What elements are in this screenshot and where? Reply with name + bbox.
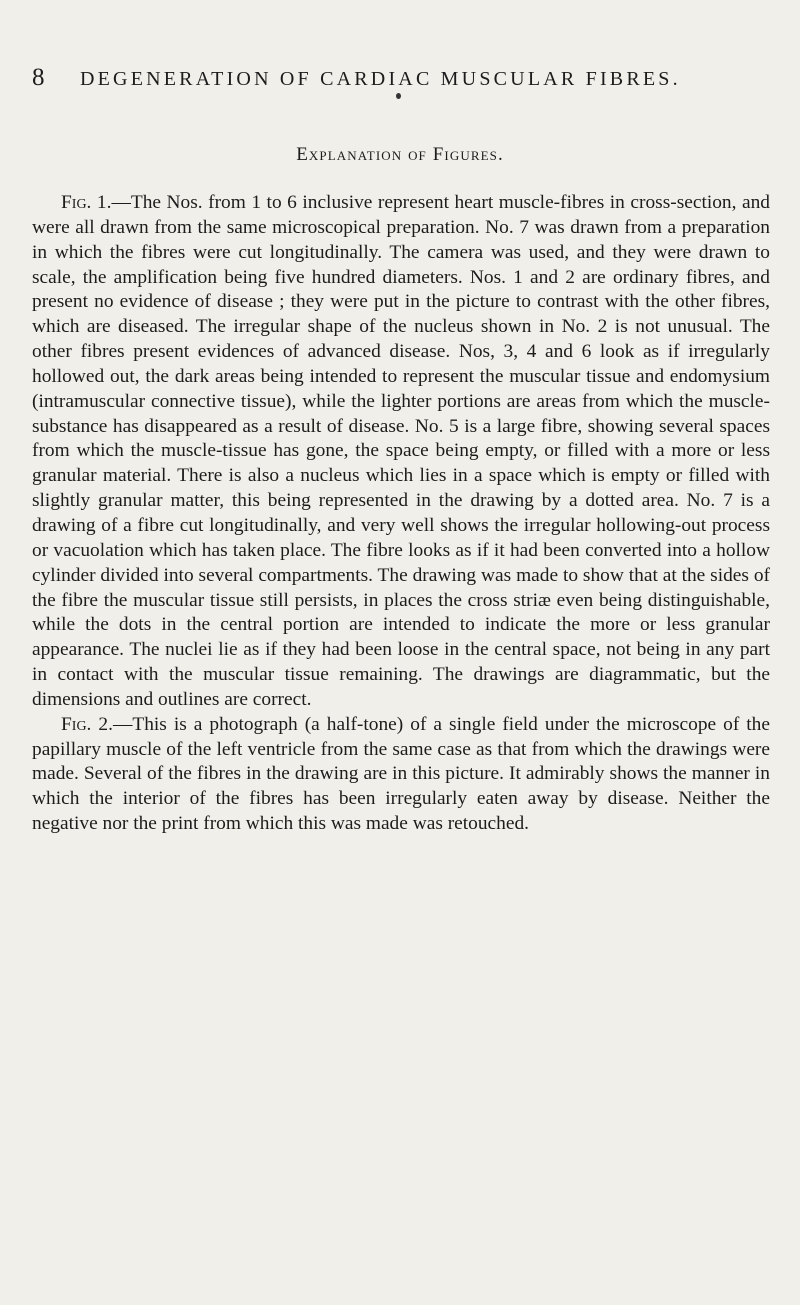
paragraph-fig-1 xyxy=(32,191,770,713)
running-head xyxy=(32,64,772,92)
body-text xyxy=(32,191,770,837)
paragraph-text: 2.—This is a photograph (a half-tone) of a single field under the microscope of the papillary muscle of the left ventricle from the same case as that from which the drawings were made. Several of the fibres in the drawing are in this picture. It admirably shows the manner in which the interior of the fibres has been irregularly eaten away by disease. Neither the negative nor the print from which this was made was retouched. xyxy=(32,713,770,835)
running-title: DEGENERATION OF CARDIAC MUSCULAR FIBRES. xyxy=(80,68,681,90)
figure-label: Fig. xyxy=(61,713,92,735)
figure-label: Fig. xyxy=(61,192,92,213)
page-number: 8 xyxy=(32,64,45,91)
ornament-dot xyxy=(396,93,401,99)
section-heading: Explanation of Figures. xyxy=(296,144,504,165)
paragraph-text: 1.—The Nos. from 1 to 6 inclusive represent heart muscle-fibres in cross-section, and were all drawn from the same microscopical preparation. No. 7 was drawn from a preparation in which the fibres were cut longitudinally. The camera was used, and they were drawn to scale, the amplification being five hundred diameters. Nos. 1 and 2 are ordinary fibres, and present no evidence of disease ; they were put in the picture to contrast with the other fibres, which are diseased. The irregular shape of the nucleus shown in No. 2 is not unusual. The other fibres present evidences of advanced disease. Nos, 3, 4 and 6 look as if irregularly hollowed out, the dark areas being intended to represent the muscular tissue and endomysium (intramuscular connective tissue), while the lighter portions are areas from which the muscle-substance has disappeared as a result of disease. No. 5 is a large fibre, showing several spaces from which the muscle-tissue has gone, the space being empty, or filled with a more or less granular material. There is also a nucleus which lies in a space which is empty or filled with slightly granular matter, this being represented in the drawing by a dotted area. No. 7 is a drawing of a fibre cut longitudinally, and very well shows the irregular hollowing-out process or vacuolation which has taken place. The fibre looks as if it had been converted into a hollow cylinder divided into several compartments. The drawing was made to show that at the sides of the fibre the muscular tissue still persists, in places the cross striæ even being distinguishable, while the dots in the central portion are intended to indicate the more or less granular appearance. The nuclei lie as if they had been loose in the central space, not being in any part in contact with the muscular tissue remaining. The drawings are diagrammatic, but the dimensions and outlines are correct. xyxy=(32,192,770,710)
paragraph-fig-2 xyxy=(32,713,770,837)
